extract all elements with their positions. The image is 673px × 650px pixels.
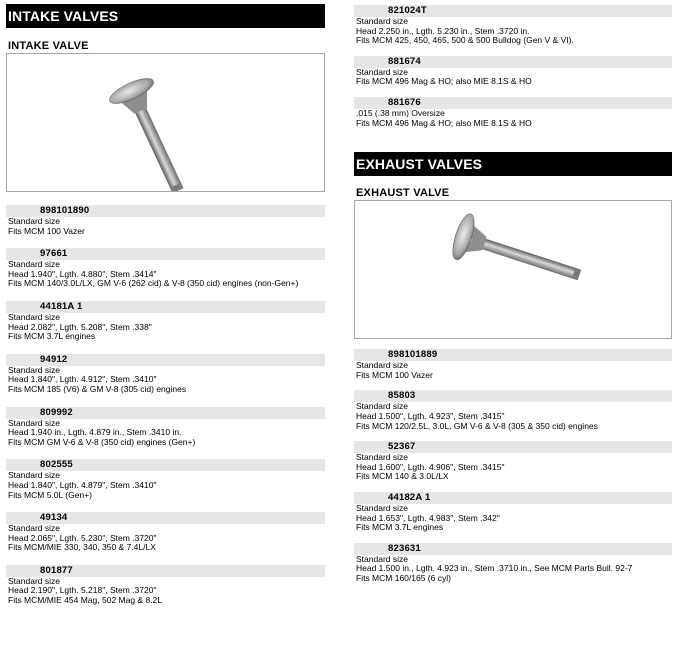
part-entry	[6, 205, 325, 236]
part-description-line: Head 1.940", Lgth. 4.880", Stem .3414"	[8, 268, 157, 279]
part-description-line: .015 (.38 mm) Oversize	[356, 107, 445, 118]
part-description-line: Head 1.600", Lgth. 4.906", Stem .3415"	[356, 461, 505, 472]
part-number: 801877	[6, 565, 325, 577]
intake-valve-list	[6, 205, 325, 606]
part-description-line: Head 2.065", Lgth. 5.230", Stem .3720"	[8, 532, 157, 543]
part-entry	[354, 56, 672, 87]
part-description-line: Head 1.840", Lgth. 4.879", Stem .3410"	[8, 479, 157, 490]
part-entry	[6, 565, 325, 606]
part-number: 97661	[6, 248, 325, 260]
part-number: 809992	[6, 407, 325, 419]
part-description-line: Fits MCM 5.0L (Gen+)	[8, 489, 92, 500]
part-description-line: Head 2.250 in., Lgth. 5.230 in., Stem .3720 in.	[356, 25, 530, 36]
part-description-line: Fits MCM 140 & 3.0L/LX	[356, 471, 449, 482]
exhaust-valve-subheader: EXHAUST VALVE	[356, 187, 450, 200]
part-description-line: Fits MCM 425, 450, 465, 500 & 500 Bulldog (Gen V & VI).	[356, 35, 574, 46]
part-entry	[6, 301, 325, 342]
part-entry	[6, 354, 325, 395]
part-number: 881676	[354, 97, 672, 109]
part-number: 49134	[6, 512, 325, 524]
intake-valve-image-box	[6, 53, 325, 192]
part-number: 44181A 1	[6, 301, 325, 313]
part-entry	[354, 390, 672, 431]
part-description-line: Head 2.082", Lgth. 5.208", Stem .338"	[8, 321, 152, 332]
part-description-line: Fits MCM 185 (V6) & GM V-8 (305 cid) engines	[8, 383, 187, 394]
part-entry	[6, 512, 325, 553]
intake-valve-photo	[7, 54, 324, 191]
part-description-line: Fits MCM 100 Vazer	[356, 369, 433, 380]
part-description-line: Fits MCM 3.7L engines	[8, 331, 96, 342]
part-description-line: Standard size	[356, 16, 408, 26]
part-description-line: Standard size	[8, 470, 60, 481]
part-description-line: Standard size	[356, 452, 408, 463]
part-description-line: Standard size	[8, 523, 60, 534]
part-number: 881674	[354, 56, 672, 68]
part-description-line: Fits MCM 3.7L engines	[356, 522, 444, 533]
part-number: 821024T	[354, 5, 672, 17]
part-description-line: Standard size	[356, 553, 408, 564]
part-description-line: Fits MCM 496 Mag & HO; also MIE 8.1S & HO	[356, 117, 532, 128]
part-number: 802555	[6, 459, 325, 471]
part-entry	[354, 97, 672, 128]
part-entry	[354, 441, 672, 482]
part-description-line: Fits MCM/MIE 330, 340, 350 & 7.4L/LX	[8, 542, 156, 553]
left-column	[6, 0, 325, 606]
part-description-line: Standard size	[8, 575, 60, 586]
part-description-line: Head 1.840", Lgth. 4.912", Stem .3410"	[8, 374, 157, 385]
part-entry	[354, 5, 672, 46]
exhaust-valve-image-box	[354, 200, 672, 339]
part-description-line: Standard size	[356, 66, 408, 77]
part-description-line: Fits MCM 100 Vazer	[8, 225, 85, 236]
part-description-line: Head 1.500", Lgth. 4.923", Stem .3415"	[356, 410, 505, 421]
part-description-line: Standard size	[356, 401, 408, 412]
part-description-line: Standard size	[8, 259, 60, 270]
part-entry	[354, 543, 672, 584]
part-number: 52367	[354, 441, 672, 453]
part-number: 898101890	[6, 205, 325, 217]
intake-valves-header: INTAKE VALVES	[6, 4, 325, 28]
intake-valve-subheader: INTAKE VALVE	[8, 40, 89, 52]
part-description-line: Standard size	[356, 502, 408, 513]
right-column	[354, 0, 672, 583]
part-description-line: Standard size	[8, 364, 60, 375]
part-description-line: Head 2.190", Lgth. 5.218", Stem .3720"	[8, 585, 157, 596]
part-number: 94912	[6, 354, 325, 366]
part-description-line: Fits MCM 496 Mag & HO; also MIE 8.1S & HO	[356, 76, 532, 87]
part-entry	[6, 459, 325, 500]
part-description-line: Standard size	[8, 311, 60, 322]
part-description-line: Head 1.940 in., Lgth. 4.879 in., Stem .3410 in.	[8, 427, 182, 438]
part-entry	[6, 407, 325, 448]
part-entry	[354, 492, 672, 533]
exhaust-valve-list	[354, 349, 672, 583]
part-number: 44182A 1	[354, 492, 672, 504]
part-number: 823631	[354, 543, 672, 555]
part-description-line: Fits MCM 120/2.5L, 3.0L, GM V-6 & V-8 (305 & 350 cid) engines	[356, 420, 598, 431]
part-description-line: Standard size	[8, 417, 60, 428]
part-entry	[354, 349, 672, 380]
part-description-line: Standard size	[8, 216, 60, 226]
part-number: 898101889	[354, 349, 672, 361]
part-entry	[6, 248, 325, 289]
part-description-line: Fits MCM/MIE 454 Mag, 502 Mag & 8.2L	[8, 595, 163, 606]
part-description-line: Head 1.500 in., Lgth. 4.923 in., Stem .3710 in., See MCM Parts Bull. 92-7	[356, 563, 633, 574]
intake-valve-list-continued	[354, 5, 672, 128]
part-description-line: Standard size	[356, 360, 408, 371]
part-number: 85803	[354, 390, 672, 402]
part-description-line: Fits MCM 160/165 (6 cyl)	[356, 572, 451, 583]
part-description-line: Fits MCM GM V-6 & V-8 (350 cid) engines (Gen+)	[8, 436, 196, 447]
part-description-line: Fits MCM 140/3.0L/LX, GM V-6 (262 cid) & V-8 (350 cid) engines (non-Gen+)	[8, 278, 299, 289]
part-description-line: Head 1.653", Lgth. 4.983", Stem .342"	[356, 512, 500, 523]
exhaust-valve-photo	[355, 201, 671, 338]
exhaust-valves-header: EXHAUST VALVES	[354, 152, 672, 176]
